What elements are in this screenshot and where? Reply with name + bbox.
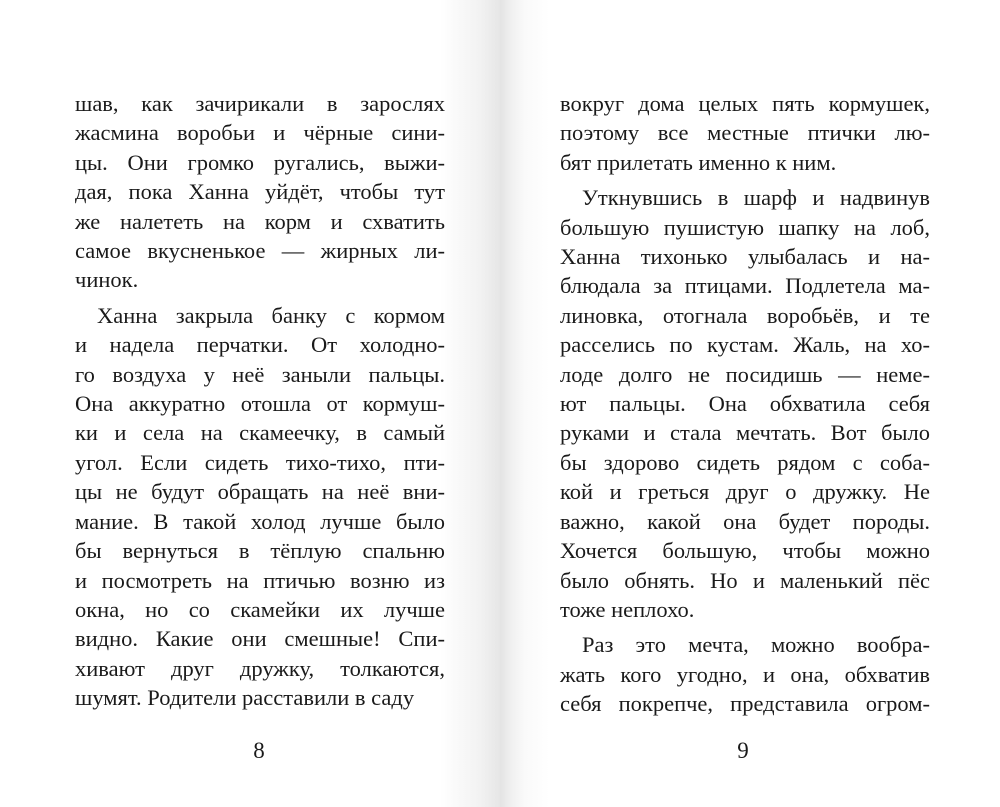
left-page-number: 8: [253, 738, 265, 763]
paragraph: [560, 183, 930, 624]
text-line: ют пальцы. Она обхватила себя: [560, 391, 930, 417]
right-page-number: 9: [737, 738, 749, 763]
text-line: го воздуха у неё заныли пальцы.: [75, 361, 445, 387]
text-line: вокруг дома целых пять кормушек,: [560, 91, 930, 116]
text-line: блюдала за птицами. Подлетела ма-: [560, 273, 930, 299]
text-line: самое вкусненькое — жирных ли-: [75, 238, 445, 264]
text-line: Ханна закрыла банку с кормом: [97, 302, 445, 328]
text-line: Хочется большую, чтобы можно: [560, 538, 930, 564]
text-line: бят прилетать именно к ним.: [560, 149, 837, 175]
text-line: жасмина воробьи и чёрные сини-: [75, 120, 445, 146]
left-page-text: [75, 89, 445, 713]
text-line: угол. Если сидеть тихо-тихо, пти-: [75, 449, 445, 475]
text-line: Раз это мечта, можно вообра-: [582, 632, 930, 658]
text-line: же налететь на корм и схватить: [75, 208, 445, 234]
text-line: видно. Какие они смешные! Спи-: [75, 626, 445, 652]
text-line: кой и греться друг о дружку. Не: [560, 479, 930, 505]
text-line: чинок.: [75, 267, 139, 293]
text-line: важно, какой она будет породы.: [560, 508, 930, 534]
text-line: хивают друг дружку, толкаются,: [75, 655, 445, 681]
text-line: шумят. Родители расставили в саду: [75, 685, 415, 711]
paragraph: [560, 89, 930, 177]
text-line: большую пушистую шапку на лоб,: [560, 214, 930, 240]
right-page-text: [560, 89, 930, 719]
text-line: Она аккуратно отошла от кормуш-: [75, 391, 445, 417]
text-line: бы вернуться в тёплую спальню: [75, 538, 445, 564]
text-line: тоже неплохо.: [560, 596, 695, 622]
text-line: линовка, отогнала воробьёв, и те: [560, 302, 930, 328]
text-line: Уткнувшись в шарф и надвинув: [582, 185, 930, 211]
paragraph: [75, 301, 445, 713]
text-line: шав, как зачирикали в зарослях: [75, 91, 445, 116]
text-line: Ханна тихонько улыбалась и на-: [560, 244, 930, 270]
text-line: жать кого угодно, и она, обхватив: [560, 661, 930, 687]
text-line: окна, но со скамейки их лучше: [75, 596, 445, 622]
text-line: расселись по кустам. Жаль, на хо-: [560, 332, 930, 358]
text-line: лоде долго не посидишь — неме-: [560, 361, 930, 387]
text-line: ки и села на скамеечку, в самый: [75, 420, 445, 446]
text-line: и посмотреть на птичью возню из: [75, 567, 445, 593]
text-line: цы не будут обращать на неё вни-: [75, 479, 445, 505]
paragraph: [75, 89, 445, 295]
right-page: [500, 0, 1000, 807]
text-line: мание. В такой холод лучше было: [75, 508, 445, 534]
text-line: поэтому все местные птички лю-: [560, 120, 930, 146]
text-line: руками и стала мечтать. Вот было: [560, 420, 930, 446]
paragraph: [560, 630, 930, 718]
text-line: себя покрепче, представила огром-: [560, 691, 930, 717]
text-line: и надела перчатки. От холодно-: [75, 332, 445, 358]
text-line: цы. Они громко ругались, выжи-: [75, 149, 445, 175]
text-line: дая, пока Ханна уйдёт, чтобы тут: [75, 179, 445, 205]
text-line: было обнять. Но и маленький пёс: [560, 567, 930, 593]
text-line: бы здорово сидеть рядом с соба-: [560, 449, 930, 475]
